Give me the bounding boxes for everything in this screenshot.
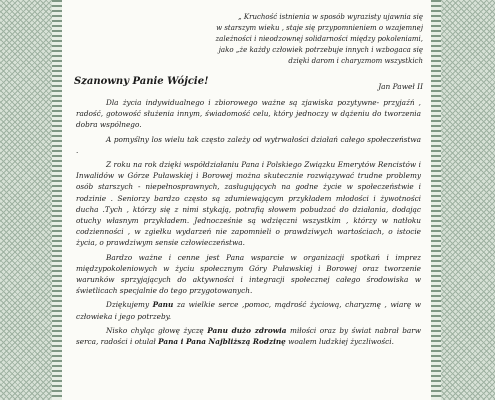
paragraph-text: A pomyślny los wielu tak często zależy od wytrwałości działań całego społeczeństwa . — [76, 134, 421, 155]
letter-paragraph — [76, 252, 421, 297]
paragraph-text: Z roku na rok dzięki współdziałaniu Pana i Polskiego Związku Emerytów Rencistów i Inwalidów w Górze Puławskiej i Borowej można skutecznie rozwiązywać trudne problemy osób starszych - niepełnosprawnych, zasługujących na godne życie w społeczeństwie i rodzinie . Seniorzy bardzo często są zdumiewającym przykładem młodości i żywotności ducha .Tych , którzy się z nimi stykają, potrafią słowem pobudzać do działania, dodając otuchy własnym przykładem. Jednocześnie są wdzięczni wszystkim , którzy w natłoku codzienności , w zgiełku wydarzeń nie zapomnieli o prawdziwych wartościach, o istocie życia, o prawdziwym sensie człowieczeństwa. — [76, 160, 421, 248]
letter-paragraph — [76, 97, 421, 131]
paragraph-text: Dziękujemy — [106, 300, 153, 310]
letter-paragraph — [76, 134, 421, 156]
emphasized-text: Panu — [152, 300, 174, 310]
quote-line: zależności i nieodzownej solidarności między pokoleniami, — [215, 35, 423, 43]
paragraph-text: woalem ludzkiej życzliwości. — [285, 337, 394, 347]
emphasized-text: Pana i Pana Najbliższą Rodzinę — [158, 337, 286, 347]
paragraph-text: Bardzo ważne i cenne jest Pana wsparcie w organizacji spotkań i imprez międzypokoleniowych w życiu społecznym Góry Puławskiej i Borowej oraz tworzenie warunków sprzyjających do aktywności i integracji społecznej całego środowiska w świetlicach specjalnie do tego przygotowanych. — [76, 252, 421, 296]
letter-paragraph — [76, 325, 421, 347]
letter-paragraph — [76, 299, 421, 321]
letter-paragraph — [76, 159, 421, 249]
border-edge-left — [52, 0, 62, 400]
paragraph-text: Dla życia indywidualnego i zbiorowego ważne są zjawiska pozytywne- przyjaźń , radość, gotowość służenia innym, świadomość celu, który jednoczy w dążeniu do tworzenia dobra wspólnego. — [76, 98, 421, 130]
paragraph-text: Nisko chyląc głowę życzę — [106, 325, 208, 335]
quote-author: Jan Paweł II — [378, 82, 423, 91]
letter-paper — [62, 0, 431, 400]
emphasized-text: Panu dużo zdrowia — [207, 325, 287, 335]
epigraph-quote — [197, 12, 423, 67]
quote-line: jako „że każdy człowiek potrzebuje innych i wzbogaca się — [218, 46, 423, 54]
border-edge-right — [431, 0, 441, 400]
paragraph-text: za wielkie serce ,pomoc, mądrość życiową, charyzmę , wiarę w człowieka i jego potrzeby. — [76, 300, 421, 321]
quote-line: „ Kruchość istnienia w sposób wyrazisty ujawnia się — [238, 13, 423, 21]
quote-line: w starszym wieku , staje się przypomnieniem o wzajemnej — [216, 24, 423, 32]
quote-line: dzięki darom i charyzmom wszystkich — [288, 57, 423, 65]
letter-body — [76, 97, 421, 350]
letter-greeting: Szanowny Panie Wójcie! — [74, 76, 209, 87]
paragraph-text: miłości oraz by świat nabrał barw serca, radości i otulał — [76, 325, 421, 347]
